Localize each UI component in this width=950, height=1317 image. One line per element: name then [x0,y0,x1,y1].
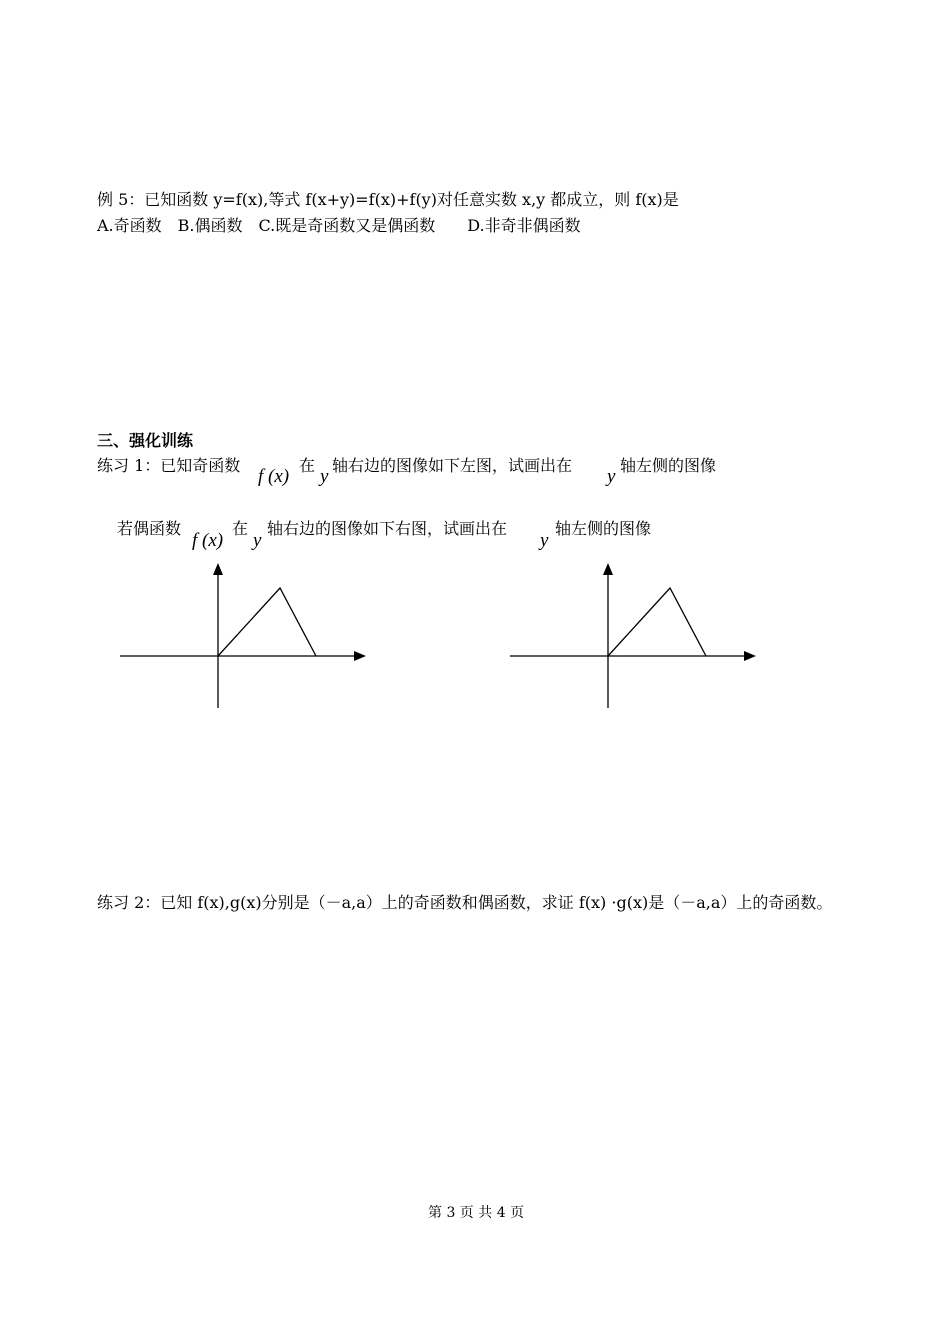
exercise2-text: 练习 2：已知 f(x),g(x)分别是（－a,a）上的奇函数和偶函数，求证 f(x) ·g(x)是（－a,a）上的奇函数。 [97,893,833,912]
exercise1-line1-mid: 在 [299,456,316,475]
section-title: 三、强化训练 [97,431,194,450]
right-y-axis [603,563,613,708]
exercise1-line1-fx: f (x) [258,466,290,487]
page-number: 第 3 页 共 4 页 [428,1205,525,1221]
exercise1-line2-y2: y [540,530,549,551]
right-x-axis [510,651,756,661]
right-function-curve [608,588,706,656]
example5-question: 例 5：已知函数 y=f(x),等式 f(x+y)=f(x)+f(y)对任意实数 x,y 都成立，则 f(x)是 [97,190,679,209]
exercise1-line2-fx: f (x) [192,530,224,551]
exercise1-line1-y2: y [607,466,616,487]
exercise1-line2-prefix: 若偶函数 [117,519,182,538]
exercise1-line1-prefix: 练习 1：已知奇函数 [97,456,241,475]
exercise1-line1-suffix: 轴左侧的图像 [620,456,717,475]
exercise1-line1-text: 轴右边的图像如下左图，试画出在 [332,456,573,475]
exercise1-line2-mid: 在 [232,519,249,538]
example5-options: A.奇函数 B.偶函数 C.既是奇函数又是偶函数 D.非奇非偶函数 [97,216,581,235]
exercise1-line2-text: 轴右边的图像如下右图，试画出在 [267,519,508,538]
exercise1-line2-suffix: 轴左侧的图像 [555,519,652,538]
exercise1-line2-y: y [253,530,262,551]
exercise1-line1-y: y [320,466,329,487]
